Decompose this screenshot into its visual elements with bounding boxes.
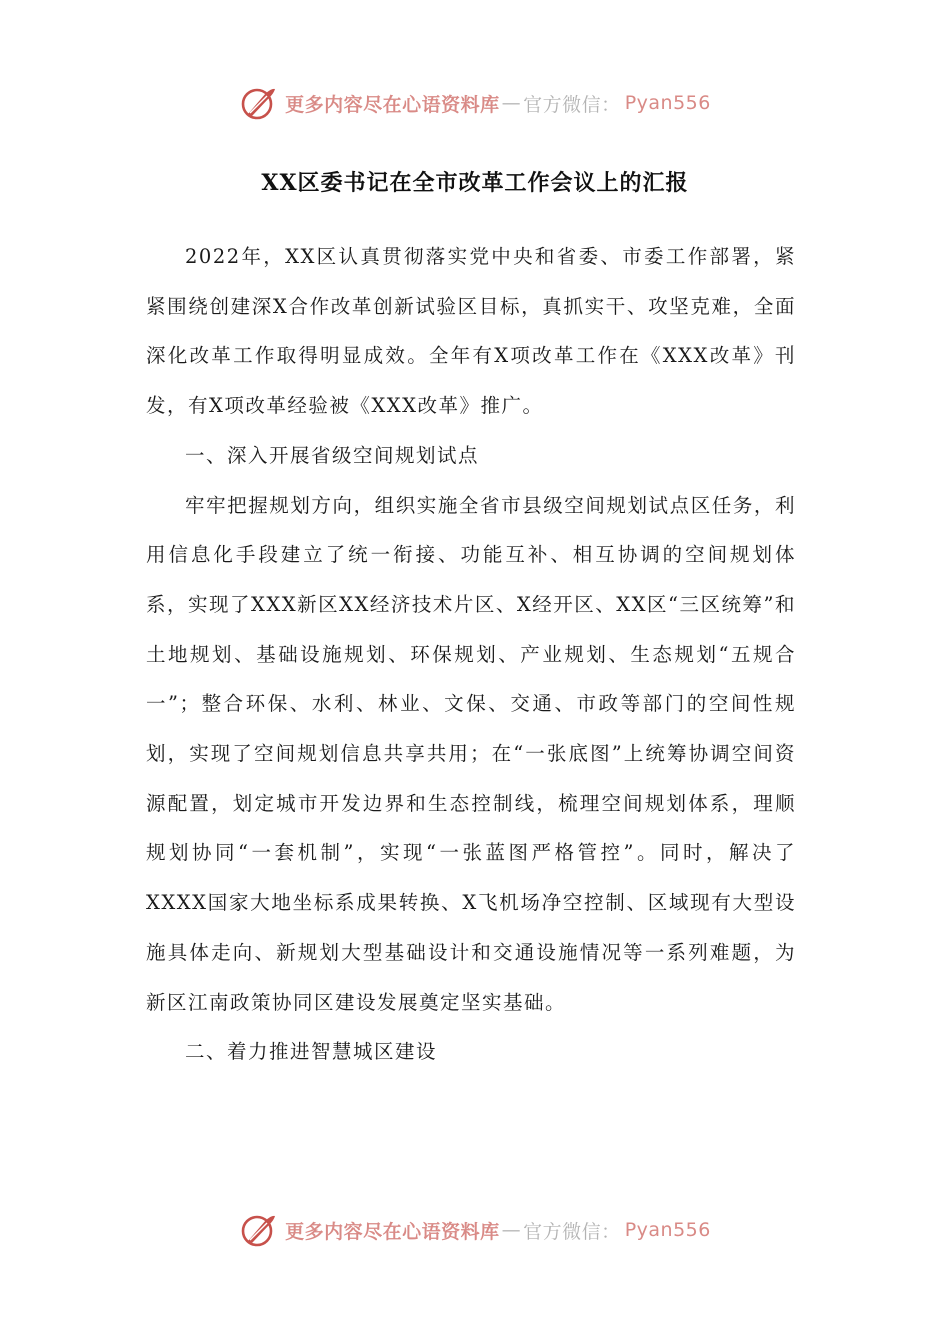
banner-separator: — [501, 1219, 522, 1241]
banner-wechat-label: 官方微信： [523, 1220, 621, 1243]
section-heading-1: 一、深入开展省级空间规划试点 [185, 443, 480, 467]
quill-pen-logo-icon [239, 1210, 279, 1250]
banner-text [285, 90, 711, 117]
banner-separator: — [501, 92, 522, 114]
banner-wechat-id: Pyan556 [624, 1219, 711, 1241]
banner-text [285, 1217, 711, 1244]
footer-banner [0, 1207, 950, 1253]
paragraph-section-1: 牢牢把握规划方向，组织实施全省市县级空间规划试点区任务，利用信息化手段建立了统一衔接、功能互补、相互协调的空间规划体系，实现了XXX新区XX经济技术片区、X经开区、XX区“三区统筹”和土地规划、基础设施规划、环保规划、产业规划、生态规划“五规合一”；整合环保、水利、林业、文保、交通、市政等部门的空间性规划，实现了空间规划信息共享共用；在“一张底图”上统筹协调空间资源配置，划定城市开发边界和生态控制线，梳理空间规划体系，理顺规划协同“一套机制”，实现“一张蓝图严格管控”。同时，解决了XXXX国家大地坐标系成果转换、X飞机场净空控制、区域现有大型设施具体走向、新规划大型基础设计和交通设施情况等一系列难题，为新区江南政策协同区建设发展奠定坚实基础。 [146, 493, 796, 1014]
quill-pen-logo-icon [239, 83, 279, 123]
section-heading-2: 二、着力推进智慧城区建设 [185, 1040, 438, 1064]
banner-wechat-id: Pyan556 [624, 92, 711, 114]
document-body [146, 232, 796, 1077]
paragraph-intro: 2022年，XX区认真贯彻落实党中央和省委、市委工作部署，紧紧围绕创建深X合作改革创新试验区目标，真抓实干、攻坚克难，全面深化改革工作取得明显成效。全年有X项改革工作在《XXX改革》刊发，有X项改革经验被《XXX改革》推广。 [146, 245, 796, 418]
banner-main-text: 更多内容尽在心语资料库 [285, 93, 500, 116]
document-title: XX区委书记在全市改革工作会议上的汇报 [261, 170, 689, 196]
banner-wechat-label: 官方微信： [523, 93, 621, 116]
header-banner [0, 80, 950, 126]
banner-main-text: 更多内容尽在心语资料库 [285, 1220, 500, 1243]
